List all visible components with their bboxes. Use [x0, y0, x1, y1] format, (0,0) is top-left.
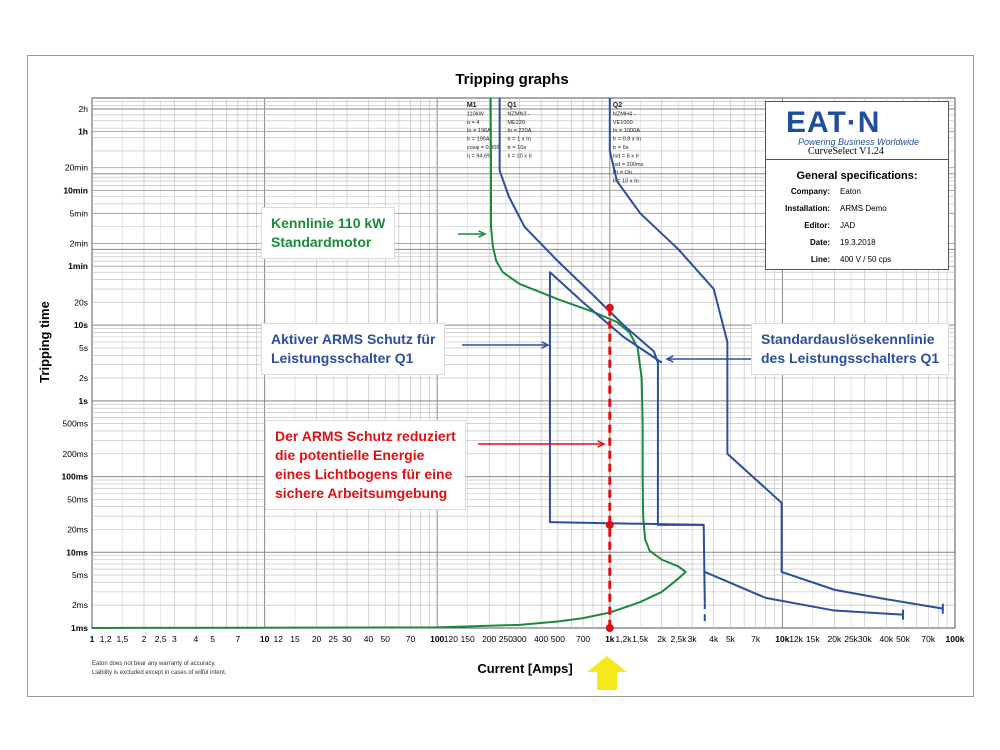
disclaimer-line-2: Liability is excluded except in cases of wilful intent.	[92, 670, 227, 676]
x-tick-label: 3k	[687, 634, 697, 644]
eaton-tagline: Powering Business Worldwide	[798, 137, 920, 147]
x-tick-label: 7k	[751, 634, 761, 644]
callout-arms-energy	[266, 421, 465, 509]
y-tick-label: 100ms	[61, 471, 88, 482]
x-tick-label: 10	[259, 634, 270, 644]
x-tick-label: 40k	[879, 634, 894, 644]
y-tick-label: 5s	[79, 342, 88, 353]
x-tick-label: 25k	[844, 634, 858, 644]
device-label-line: Q1	[507, 102, 517, 109]
x-axis-label: Current [Amps]	[477, 661, 573, 676]
eaton-logo	[766, 102, 948, 160]
callout-standard-line-1: Standardauslösekennlinie	[761, 331, 935, 347]
x-tick-label: 50k	[896, 634, 910, 644]
specifications-box	[765, 101, 949, 270]
device-label-line: Ir = 0.8 x In	[612, 136, 641, 143]
y-axis-label: Tripping time	[37, 301, 52, 383]
spec-value: 400 V / 50 cps	[840, 255, 892, 264]
eaton-wordmark: EAT·N	[786, 106, 881, 139]
x-tick-label: 12k	[789, 634, 803, 644]
y-tick-label: 1s	[78, 395, 88, 406]
device-label-line: Isd = 6 x Ir	[612, 153, 640, 160]
disclaimer-line-1: Eaton does not bear any warranty of accuracy.	[92, 661, 216, 667]
callout-arms-line-2: Leistungsschalter Q1	[271, 350, 414, 366]
y-tick-label: 1ms	[70, 623, 88, 633]
x-tick-label: 500	[550, 634, 565, 644]
y-tick-label: 10s	[73, 320, 88, 331]
x-tick-label: 2	[141, 634, 147, 644]
device-label-line: tr = 6s	[612, 145, 629, 151]
chart-title: Tripping graphs	[455, 71, 569, 88]
x-tick-label: 30	[342, 634, 352, 644]
x-tick-label: 1	[89, 634, 95, 644]
x-tick-label: 100k	[945, 634, 965, 644]
y-tick-label: 500ms	[62, 418, 88, 429]
device-label-line: Q2	[612, 102, 623, 109]
x-tick-label: 250	[498, 634, 513, 644]
x-tick-label: 4	[193, 634, 199, 644]
device-label-line: η = 94.6%	[466, 153, 493, 160]
y-tick-label: 200ms	[62, 448, 88, 459]
x-tick-label: 1,5	[116, 634, 129, 644]
yellow-pointer-arrow	[587, 656, 627, 690]
spec-value: ARMS Demo	[840, 204, 887, 213]
device-label-line: Ir = 1 x In	[507, 136, 531, 143]
x-tick-label: 150	[460, 634, 475, 644]
x-tick-label: 200	[482, 634, 497, 644]
spec-key: Date:	[809, 238, 830, 247]
device-label-line: NZMN3 -	[507, 111, 531, 118]
device-label-line: Ii = 10 x Ir	[507, 153, 533, 160]
callout-motor-line-1: Kennlinie 110 kW	[271, 215, 386, 231]
specifications-title: General specifications:	[796, 170, 918, 182]
y-tick-label: 20s	[74, 297, 88, 308]
device-label-line: Pt = On	[612, 170, 632, 177]
x-tick-label: 12	[273, 634, 284, 644]
y-tick-label: 2min	[69, 238, 88, 249]
device-label-line: 110kW	[466, 111, 484, 118]
x-tick-label: 50	[380, 634, 390, 644]
device-label-line: ME220	[507, 119, 526, 126]
x-tick-label: 4k	[709, 634, 719, 644]
device-label-line: tr = 10s	[507, 145, 527, 151]
y-tick-label: 2s	[79, 373, 88, 384]
x-tick-label: 20	[311, 634, 322, 644]
device-label-line: Ii = 10 x In	[612, 178, 639, 185]
spec-value: 19.3.2018	[840, 238, 876, 247]
product-name: CurveSelect V1.24	[808, 146, 884, 157]
callout-motor-curve	[262, 208, 394, 258]
callout-red-line-4: sichere Arbeitsumgebung	[275, 485, 448, 501]
x-tick-label: 40	[363, 634, 374, 644]
y-tick-label: 20min	[64, 162, 88, 173]
device-label-line: Ir = 195A	[466, 136, 490, 143]
callout-arms-line-1: Aktiver ARMS Schutz für	[271, 331, 436, 347]
x-tick-label: 300	[512, 634, 527, 644]
device-label-line: M1	[466, 102, 477, 109]
callout-red-line-1: Der ARMS Schutz reduziert	[275, 428, 456, 444]
x-tick-label: 5	[210, 634, 216, 644]
x-tick-label: 2,5k	[670, 634, 687, 644]
x-tick-label: 20k	[827, 634, 842, 644]
y-tick-label: 2h	[78, 103, 88, 114]
x-tick-label: 700	[575, 634, 591, 644]
y-tick-label: 1min	[68, 261, 88, 272]
spec-value: JAD	[840, 221, 856, 230]
callout-red-line-2: die potentielle Energie	[275, 447, 425, 463]
callout-motor-line-2: Standardmotor	[271, 234, 372, 250]
y-tick-label: 1h	[78, 126, 88, 137]
x-tick-label: 7	[235, 634, 241, 644]
x-tick-label: 1,2	[99, 634, 112, 644]
device-label-line: In = 220A	[507, 128, 532, 135]
x-tick-label: 15k	[805, 634, 820, 644]
spec-key: Installation:	[785, 204, 830, 213]
x-tick-label: 5k	[725, 634, 735, 644]
x-tick-label: 25	[328, 634, 339, 644]
red-marker-dot	[606, 521, 614, 529]
x-tick-label: 3	[171, 634, 177, 644]
callout-arms-protection	[262, 324, 444, 374]
x-tick-label: 70	[405, 634, 416, 644]
callout-standard-line-2: des Leistungsschalters Q1	[761, 350, 940, 366]
callout-red-line-3: eines Lichtbogens für eine	[275, 466, 453, 482]
x-tick-label: 2k	[657, 634, 667, 644]
spec-key: Line:	[810, 255, 830, 264]
y-tick-label: 2ms	[71, 600, 88, 611]
device-label-line: tsd = 200ms	[612, 161, 644, 168]
red-marker-dot	[606, 304, 614, 312]
x-tick-label: 15	[290, 634, 300, 644]
spec-key: Editor:	[804, 221, 830, 230]
y-tick-label: 20ms	[67, 524, 88, 535]
callout-standard-curve	[752, 324, 948, 374]
x-tick-label: 1,5k	[632, 634, 649, 644]
y-tick-label: 5ms	[71, 570, 88, 581]
spec-value: Eaton	[840, 187, 861, 196]
x-tick-label: 2,5	[154, 634, 167, 644]
x-tick-label: 30k	[857, 634, 872, 644]
y-tick-label: 10min	[63, 185, 88, 196]
spec-key: Company:	[790, 187, 830, 196]
x-tick-label: 1k	[605, 634, 615, 644]
x-tick-label: 120	[443, 634, 458, 644]
x-tick-label: 70k	[921, 634, 936, 644]
device-label-line: cosφ = 0.858	[466, 145, 500, 151]
y-tick-label: 5min	[69, 208, 88, 219]
device-label-line: In = 1000A	[612, 128, 641, 135]
device-label-line: ɑ = 4	[466, 119, 480, 126]
x-tick-label: 1,2k	[615, 634, 632, 644]
red-marker-dot	[606, 624, 614, 632]
device-label-line: VE1000	[612, 119, 633, 126]
y-tick-label: 10ms	[66, 547, 88, 558]
y-tick-label: 50ms	[67, 494, 88, 505]
device-label-line: NZMH4 -	[612, 111, 636, 118]
x-tick-label: 10k	[775, 634, 790, 644]
x-tick-label: 100	[430, 634, 445, 644]
device-label-line: In = 196A	[466, 128, 491, 135]
x-tick-label: 400	[534, 634, 549, 644]
